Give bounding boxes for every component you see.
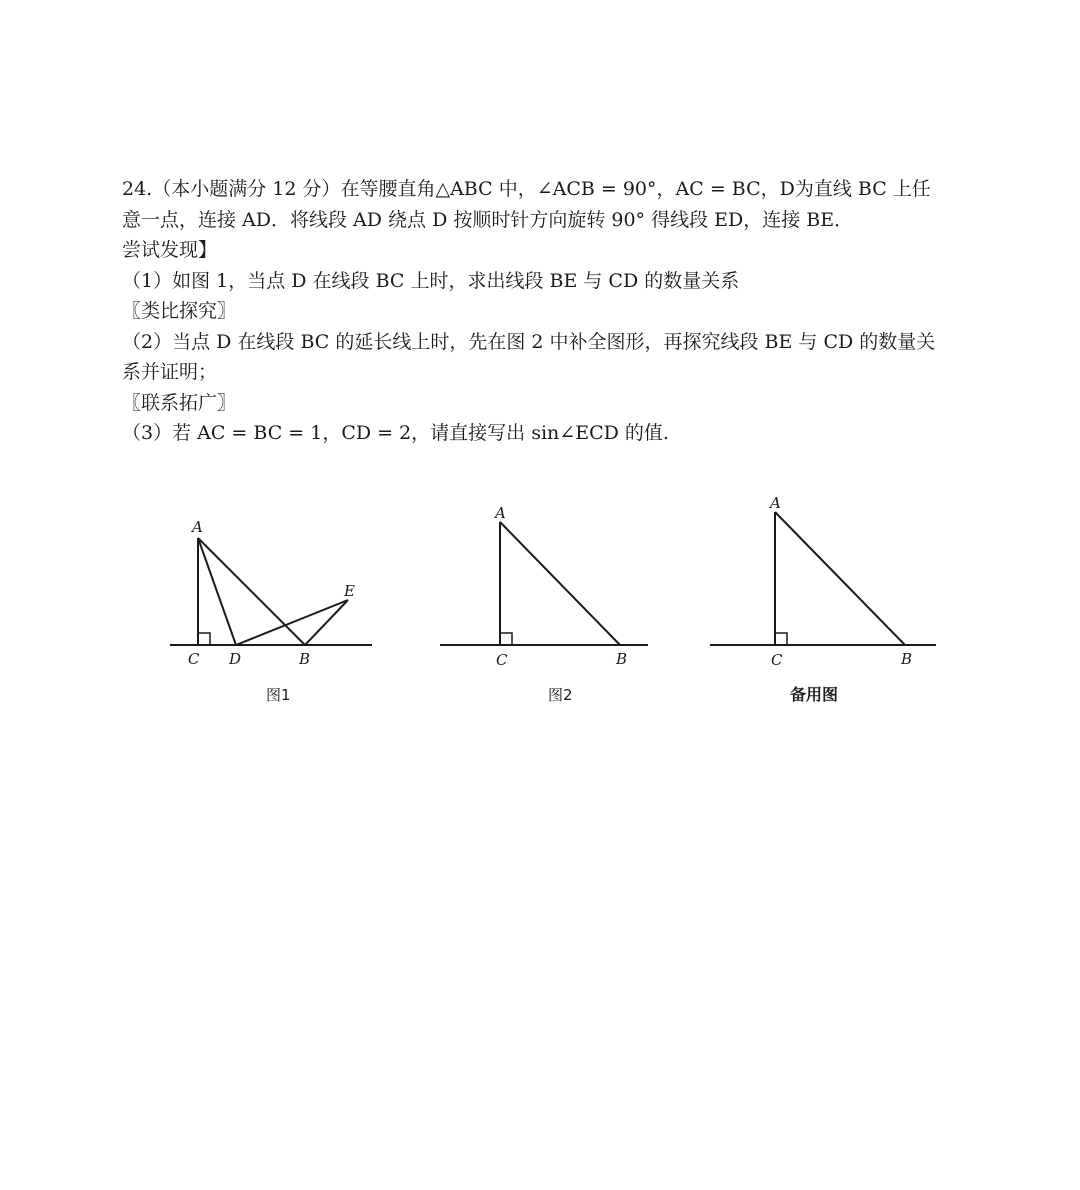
figure-backup (700, 490, 950, 670)
figure-2-caption: 图2 (548, 686, 573, 704)
problem-line-1: 24.（本小题满分 12 分）在等腰直角△ABC 中，∠ACB = 90°，AC = BC，D为直线 BC 上任 (122, 178, 931, 200)
segment-de (236, 600, 348, 645)
figure-backup-diagram (700, 490, 950, 670)
segment-ad (198, 538, 236, 645)
segment-ab (500, 522, 620, 645)
label-d: D (229, 650, 242, 668)
figure-1 (160, 510, 390, 670)
label-b: B (299, 650, 311, 668)
figure-1-caption: 图1 (266, 686, 291, 704)
section-heading-try: 尝试发现】 (122, 239, 218, 261)
right-angle-mark (775, 633, 787, 645)
label-a: A (495, 504, 506, 522)
segment-ab (198, 538, 305, 645)
label-c: C (188, 650, 200, 668)
segment-ab (775, 512, 905, 645)
question-3: （3）若 AC = BC = 1，CD = 2，请直接写出 sin∠ECD 的值. (122, 422, 669, 444)
right-angle-mark (198, 633, 210, 645)
segment-be (305, 600, 348, 645)
figure-2-diagram (430, 500, 660, 670)
label-a: A (192, 518, 203, 536)
right-angle-mark (500, 633, 512, 645)
problem-text (122, 174, 962, 449)
question-1: （1）如图 1，当点 D 在线段 BC 上时，求出线段 BE 与 CD 的数量关系 (122, 269, 740, 292)
label-b: B (616, 650, 628, 668)
label-a: A (770, 494, 781, 512)
label-c: C (771, 651, 783, 669)
figure-1-diagram (160, 510, 390, 670)
section-heading-extension: 〖联系拓广〗 (122, 391, 237, 414)
question-2-line-1: （2）当点 D 在线段 BC 的延长线上时，先在图 2 中补全图形，再探究线段 BE 与 CD 的数量关 (122, 330, 936, 353)
label-e: E (344, 582, 355, 600)
label-c: C (496, 651, 508, 669)
problem-line-2: 意一点，连接 AD．将线段 AD 绕点 D 按顺时针方向旋转 90° 得线段 ED，连接 BE． (122, 208, 854, 231)
figure-backup-caption: 备用图 (790, 685, 839, 704)
section-heading-analogy: 〖类比探究〗 (122, 300, 237, 322)
figure-2 (430, 500, 660, 670)
question-2-line-2: 系并证明； (122, 361, 218, 383)
label-b: B (901, 650, 913, 668)
